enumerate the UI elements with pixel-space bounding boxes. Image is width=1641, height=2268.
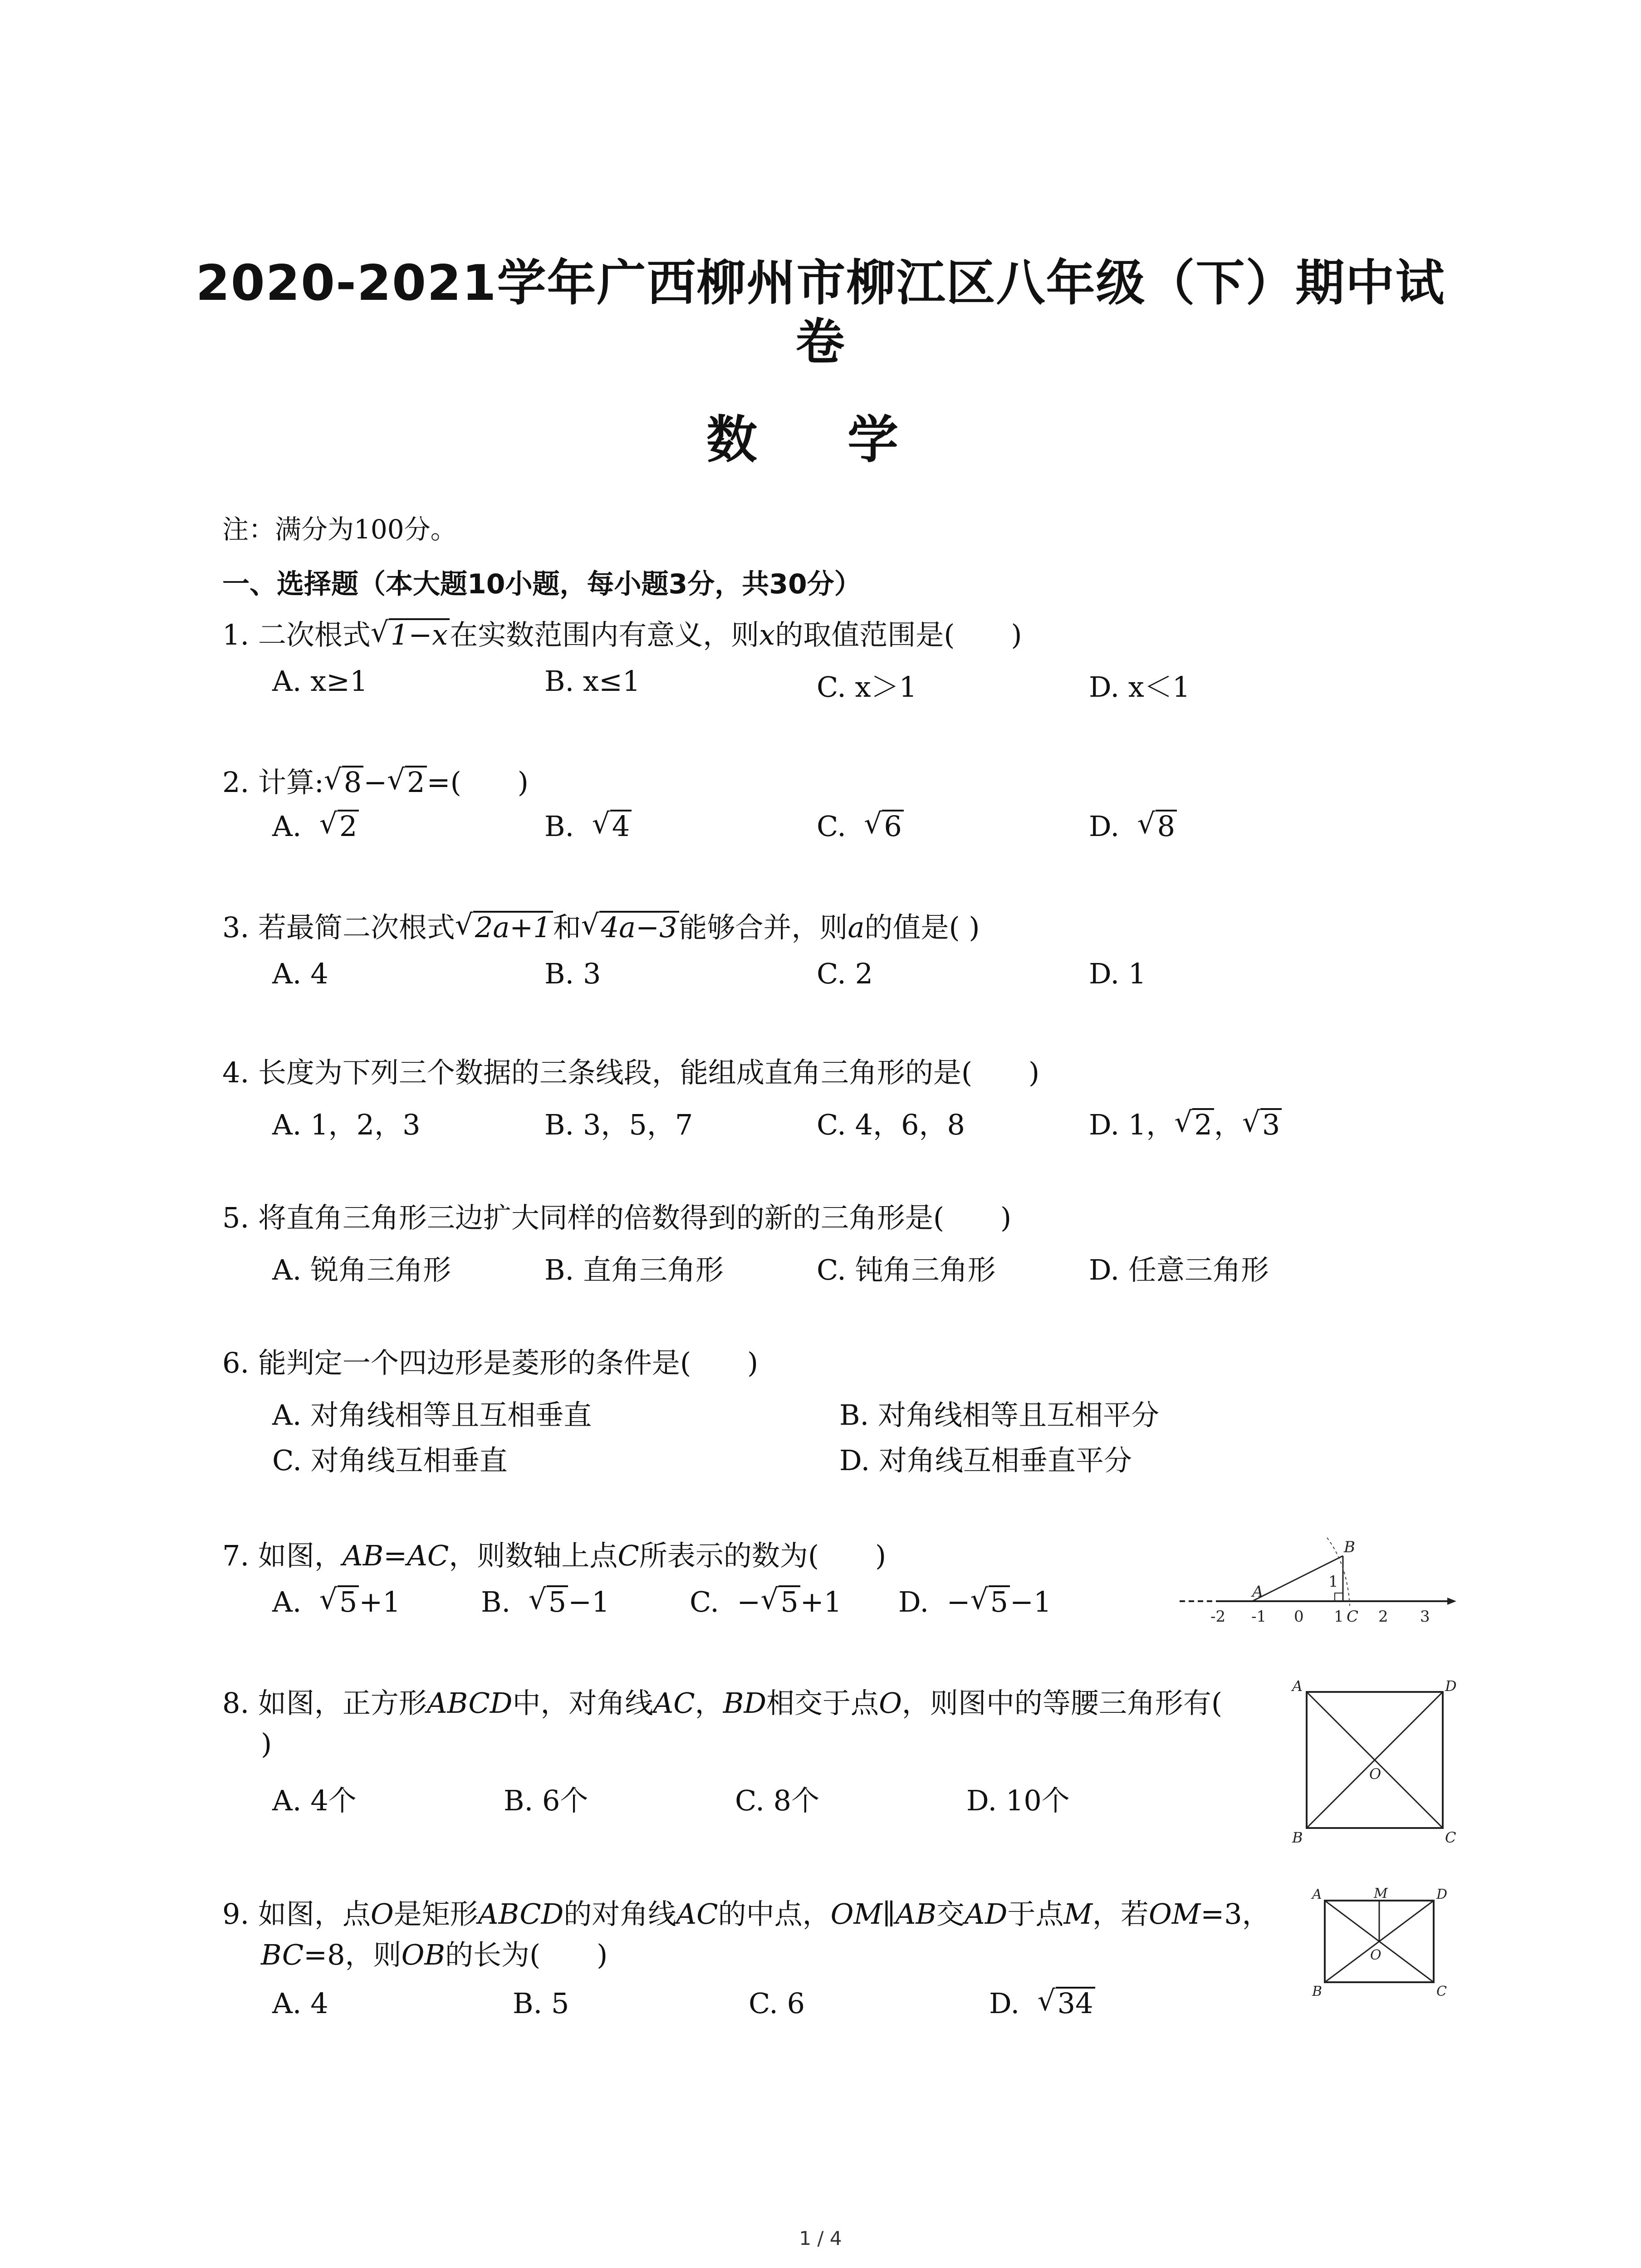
q6-option-b: B. 对角线相等且互相平分 (839, 1398, 1159, 1432)
square-figure (1288, 1678, 1461, 1846)
point-m-label: M (1374, 1886, 1388, 1901)
tick-label: 1 (1334, 1608, 1344, 1626)
q5-option-a: A. 锐角三角形 (272, 1253, 451, 1286)
q3-stem: 和 (553, 911, 581, 944)
q3-option-d: D. 1 (1089, 957, 1146, 990)
center-o-label: O (1370, 1947, 1381, 1963)
q9-stem: =3， (1200, 1897, 1270, 1931)
q7-stem: 所表示的数为( ) (639, 1539, 887, 1572)
vertex-a-label: A (1292, 1678, 1303, 1695)
q9-stem: 的长为( ) (445, 1938, 608, 1971)
page-number: 1 / 4 (799, 2227, 842, 2249)
q8-stem: 8. 如图，正方形 (222, 1686, 427, 1720)
tick-label: 0 (1294, 1608, 1304, 1626)
tick-label: 3 (1420, 1608, 1430, 1626)
vertex-c-label: C (1445, 1829, 1456, 1846)
question-5: 5. 将直角三角形三边扩大同样的倍数得到的新的三角形是( ) (222, 1201, 1012, 1234)
q4-option-b: B. 3，5，7 (544, 1108, 693, 1141)
q5-option-d: D. 任意三角形 (1089, 1253, 1269, 1286)
sqrt-expression: √ 2 (387, 764, 426, 801)
q3-stem: 能够合并，则 (679, 911, 848, 944)
q2-option-a: A. √ 2 (272, 810, 359, 843)
q7-option-b: B. √ 5−1 (481, 1585, 610, 1618)
question-9-line2 (261, 1937, 607, 1973)
math-expression: ABCD (478, 1897, 564, 1931)
score-note: 注：满分为100分。 (222, 514, 457, 545)
q9-option-d: D. √ 34 (989, 1987, 1095, 2020)
q2-option-d: D. √ 8 (1089, 810, 1177, 843)
number-line-figure (1175, 1529, 1456, 1642)
q3-option-a: A. 4 (272, 957, 328, 990)
q8-stem: ，则图中的等腰三角形有( (901, 1686, 1223, 1720)
q2-option-c: C. √ 6 (817, 810, 904, 843)
q1-option-a: A. x≥1 (272, 665, 368, 698)
q4-option-c: C. 4，6，8 (817, 1108, 965, 1141)
math-expression: M (1063, 1897, 1092, 1931)
math-expression: BD (723, 1686, 767, 1720)
math-expression: AD (964, 1897, 1008, 1931)
variable: x (759, 618, 775, 651)
q2-option-b: B. √ 4 (544, 810, 632, 843)
section-heading: 一、选择题（本大题10小题，每小题3分，共30分） (222, 568, 862, 600)
vertex-c-label: C (1436, 1984, 1447, 1999)
q9-stem: ，若 (1092, 1897, 1149, 1931)
center-o-label: O (1369, 1765, 1381, 1783)
math-expression: AC (676, 1897, 718, 1931)
q4-option-a: A. 1，2，3 (272, 1108, 421, 1141)
math-expression: AB=AC (342, 1539, 449, 1572)
sqrt-expression: √ 8 (324, 764, 363, 801)
q7-option-a: A. √ 5+1 (272, 1585, 401, 1618)
q9-stem: 于点 (1007, 1897, 1064, 1931)
tick-label: -1 (1251, 1608, 1267, 1626)
tick-label: 2 (1378, 1608, 1388, 1626)
q3-option-c: C. 2 (817, 957, 873, 990)
q1-option-c: C. x＞1 (817, 670, 917, 704)
question-7 (222, 1538, 886, 1574)
doc-title-line1: 2020-2021学年广西柳州市柳江区八年级（下）期中试 (196, 255, 1445, 312)
sqrt-expression: √ 4a−3 (581, 909, 679, 946)
q5-option-c: C. 钝角三角形 (817, 1253, 996, 1286)
question-4: 4. 长度为下列三个数据的三条线段，能组成直角三角形的是( ) (222, 1056, 1040, 1089)
q9-option-c: C. 6 (749, 1987, 805, 2020)
q9-stem: 9. 如图，点 (222, 1897, 371, 1931)
q3-option-b: B. 3 (544, 957, 601, 990)
subject-title: 数 学 (706, 411, 935, 469)
sqrt-expression: √ 2a+1 (455, 909, 553, 946)
question-6: 6. 能判定一个四边形是菱形的条件是( ) (222, 1346, 759, 1379)
q1-option-b: B. x≤1 (544, 665, 641, 698)
q7-stem: 7. 如图， (222, 1539, 343, 1572)
vertex-d-label: D (1436, 1887, 1448, 1902)
q8-option-a: A. 4个 (272, 1784, 357, 1817)
vertex-b-label: B (1312, 1984, 1323, 1999)
q7-option-c: C. −√ 5+1 (690, 1585, 842, 1618)
q1-stem: 在实数范围内有意义，则 (450, 618, 759, 651)
q8-option-b: B. 6个 (504, 1784, 588, 1817)
q5-option-b: B. 直角三角形 (544, 1253, 724, 1286)
point-a-label: A (1252, 1583, 1264, 1601)
vertex-b-label: B (1292, 1829, 1303, 1846)
right-angle-mark (1335, 1593, 1343, 1601)
point-c-label: C (1347, 1608, 1359, 1626)
q3-stem: 的值是( ) (864, 911, 980, 944)
q2-stem: =( ) (426, 766, 529, 799)
rectangle-figure (1307, 1882, 1461, 2005)
q9-stem: 交 (936, 1897, 965, 1931)
q7-option-d: D. −√ 5−1 (898, 1585, 1051, 1618)
sqrt-expression: √ 1−x (371, 617, 450, 653)
q9-stem: =8，则 (304, 1938, 402, 1971)
q9-stem: 的对角线 (563, 1897, 676, 1931)
math-expression: ABCD (426, 1686, 513, 1720)
q7-stem: ，则数轴上点 (449, 1539, 618, 1572)
math-expression: OB (401, 1938, 445, 1971)
q1-stem: 的取值范围是( ) (775, 618, 1022, 651)
question-3 (222, 909, 980, 946)
math-expression: OM (1148, 1897, 1201, 1931)
q6-option-d: D. 对角线互相垂直平分 (839, 1444, 1132, 1477)
q9-option-b: B. 5 (513, 1987, 569, 2020)
minus-sign: − (363, 766, 387, 799)
q6-option-c: C. 对角线互相垂直 (272, 1444, 508, 1477)
q9-stem: 的中点， (718, 1897, 831, 1931)
side-length-label: 1 (1328, 1573, 1338, 1591)
q6-option-a: A. 对角线相等且互相垂直 (272, 1398, 592, 1432)
doc-title-line2: 卷 (795, 314, 846, 371)
q3-stem: 3. 若最简二次根式 (222, 911, 455, 944)
question-8 (222, 1685, 1222, 1721)
math-expression: AC (653, 1686, 695, 1720)
vertex-a-label: A (1312, 1887, 1322, 1902)
variable: C (617, 1539, 639, 1572)
math-expression: BC (261, 1938, 304, 1971)
math-expression: O (879, 1686, 902, 1720)
q8-stem: ， (695, 1686, 723, 1720)
q8-stem: 相交于点 (766, 1686, 879, 1720)
axis-arrow-icon (1447, 1598, 1456, 1605)
q2-stem: 2. 计算: (222, 766, 324, 799)
question-8-wrap: ) (261, 1727, 272, 1760)
math-expression: O (370, 1897, 394, 1931)
tick-label: -2 (1210, 1608, 1226, 1626)
q8-option-d: D. 10个 (966, 1784, 1070, 1817)
q1-stem: 1. 二次根式 (222, 618, 371, 651)
math-expression: OM∥AB (830, 1897, 936, 1931)
question-9 (222, 1896, 1270, 1932)
question-2 (222, 764, 529, 801)
q9-option-a: A. 4 (272, 1987, 328, 2020)
variable: a (847, 911, 865, 944)
q9-stem: 是矩形 (393, 1897, 478, 1931)
q4-option-d: D. 1，√ 2，√ 3 (1089, 1102, 1282, 1143)
q8-option-c: C. 8个 (735, 1784, 820, 1817)
vertex-d-label: D (1445, 1678, 1457, 1695)
q1-option-d: D. x＜1 (1089, 670, 1190, 704)
question-1 (222, 617, 1022, 653)
q8-stem: 中，对角线 (512, 1686, 653, 1720)
point-b-label: B (1344, 1538, 1355, 1556)
